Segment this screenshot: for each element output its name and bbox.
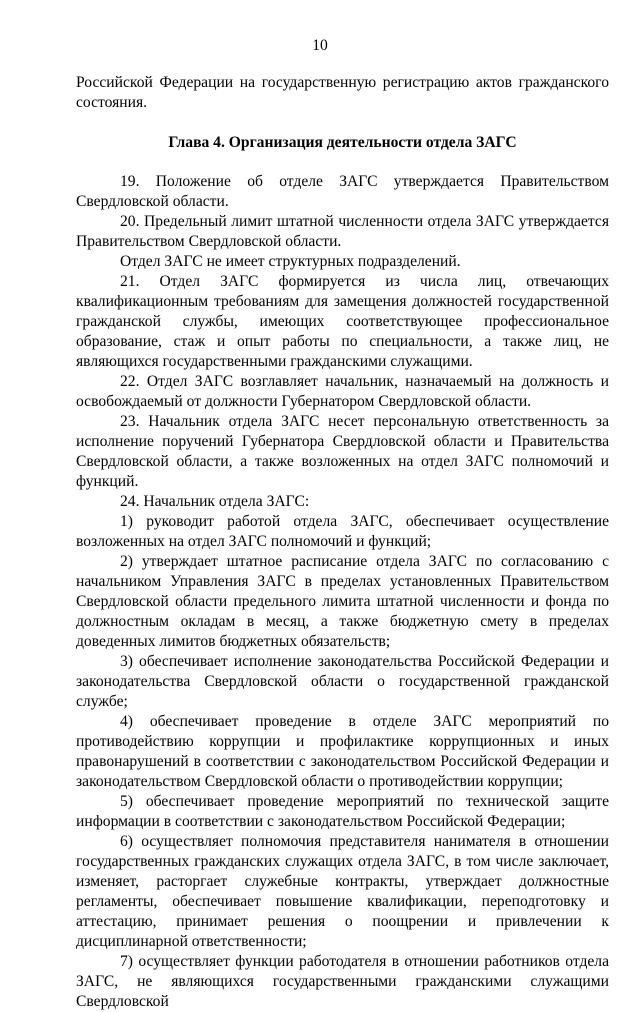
list-item-1: 1) руководит работой отдела ЗАГС, обеспечивает осуществление возложенных на отдел ЗАГС полномочий и функций;	[76, 513, 609, 550]
paragraph-19: 19. Положение об отделе ЗАГС утверждается Правительством Свердловской области.	[76, 173, 609, 210]
list-item-2: 2) утверждает штатное расписание отдела ЗАГС по согласованию с начальником Управления ЗАГС в пределах установленных Правительством Свердловской области предельного лимита штатной численности и фонда по должностным окладам в месяц, а также бюджетную смету в пределах доведенных лимитов бюджетных обязательств;	[76, 553, 609, 650]
paragraph-22: 22. Отдел ЗАГС возглавляет начальник, назначаемый на должность и освобождаемый от должности Губернатором Свердловской области.	[76, 373, 609, 410]
intro-paragraph: Российской Федерации на государственную регистрацию актов гражданского состояния.	[76, 74, 609, 111]
document-body	[76, 73, 609, 1012]
list-item-6: 6) осуществляет полномочия представителя нанимателя в отношении государственных гражданских служащих отдела ЗАГС, в том числе заключает, изменяет, расторгает служебные контракты, утверждает должностные регламенты, обеспечивает повышение квалификации, переподготовку и аттестацию, принимает решения о поощрении и привлечении к дисциплинарной ответственности;	[76, 833, 609, 950]
list-item-7: 7) осуществляет функции работодателя в отношении работников отдела ЗАГС, не являющихся государственными гражданскими служащими Свердловской	[76, 953, 609, 1010]
paragraph-21: 21. Отдел ЗАГС формируется из числа лиц, отвечающих квалификационным требованиям для замещения должностей государственной гражданской службы, имеющих соответствующее профессиональное образование, стаж и опыт работы по специальности, а также лиц, не являющихся государственными гражданскими служащими.	[76, 273, 609, 370]
paragraph-23: 23. Начальник отдела ЗАГС несет персональную ответственность за исполнение поручений Губернатора Свердловской области и Правительства Свердловской области, а также возложенных на отдел ЗАГС полномочий и функций.	[76, 413, 609, 490]
paragraph-20: 20. Предельный лимит штатной численности отдела ЗАГС утверждается Правительством Свердловской области.	[76, 213, 609, 250]
list-item-5: 5) обеспечивает проведение мероприятий по технической защите информации в соответствии с законодательством Российской Федерации;	[76, 793, 609, 830]
chapter-heading: Глава 4. Организация деятельности отдела ЗАГС	[168, 134, 517, 151]
paragraph-24: 24. Начальник отдела ЗАГС:	[120, 493, 310, 510]
page-number: 10	[312, 37, 328, 54]
paragraph-no-subdivisions: Отдел ЗАГС не имеет структурных подразделений.	[120, 253, 461, 270]
list-item-3: 3) обеспечивает исполнение законодательства Российской Федерации и законодательства Свердловской области о государственной гражданской службе;	[76, 653, 609, 710]
list-item-4: 4) обеспечивает проведение в отделе ЗАГС мероприятий по противодействию коррупции и профилактике коррупционных и иных правонарушений в соответствии с законодательством Российской Федерации и законодательством Свердловской области о противодействии коррупции;	[76, 713, 609, 790]
